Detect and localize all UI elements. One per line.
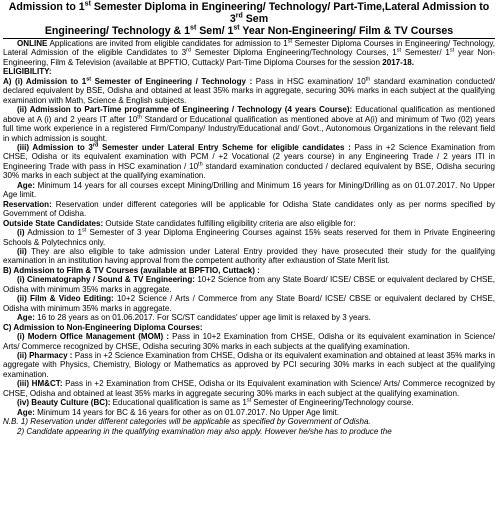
header-line-2: Engineering/ Technology & 1st Sem/ 1st Year Non-Engineering/ Film & TV Courses xyxy=(44,24,454,37)
outside-state-i: (i) Admission to 1st Semester of 3 year Diploma Engineering Courses against 15% seats reserved for them in Private Engineering Schools & Polytechnics only. xyxy=(3,227,495,247)
outside-state-paragraph: Outside State Candidates: Outside State candidates fulfilling eligibility criteria are also eligible for: xyxy=(3,218,356,228)
section-a-iii: (iii) Admission to 3rd Semester under Lateral Entry Scheme for eligible candidates : Pass in +2 Science Examination from CHSE, Odisha or its equivalent examination with PCM / +2 Vocational (2 years course) in any Engineering Trade / 2 years ITI in Engineering Trade with pass in HSC examination / 10th standard examination conducted / declared equivalent by BSE, Odisha securing 30% marks in each subject at the qualifying examination. xyxy=(3,142,495,181)
section-c-age: Age: Minimum 14 years for BC & 16 years for other as on 01.07.2017. No Upper Age limit. xyxy=(17,407,340,417)
section-c-iii: (iii) HM&CT: Pass in +2 Examination from CHSE, Odisha or its Equivalent examination with Science/ Arts/ Commerce recognized by CHSE, Odisha and obtained at least 35% marks in aggregate securing 30% marks in each subject at the qualifying examination. xyxy=(3,379,495,398)
section-a-age: Age: Minimum 14 years for all courses except Mining/Drilling and Minimum 16 years for Mining/Drilling as on 01.07.2017. No Upper Age limit. xyxy=(3,180,495,200)
section-c-heading: C) Admission to Non-Engineering Diploma Courses: xyxy=(3,322,203,332)
notice-header xyxy=(3,0,495,39)
section-b-age: Age: 16 to 28 years as on 01.06.2017. For SC/ST candidates' upper age limit is relaxed by 3 years. xyxy=(17,313,371,323)
eligibility-heading: ELIGIBILITY: xyxy=(3,67,52,77)
section-b-heading: B) Admission to Film & TV Courses (available at BPFTIO, Cuttack) : xyxy=(3,265,260,275)
notice-page xyxy=(3,0,495,436)
note-2: 2) Candidate appearing in the qualifying examination may also apply. However he/she has to produce the xyxy=(17,426,392,436)
reservation-paragraph: Reservation: Reservation under different categories will be applicable for Odisha State candidates only as per norms specified by Government of Odisha. xyxy=(3,199,495,219)
section-a-ii: (ii) Admission to Part-Time programme of Engineering / Technology (4 years Course): Educational qualification as mentioned above at A (i) and 2 years IT after 10th Standard or Educational qualification as mentioned above at A(i) and minimum of Two (02) years full time work experience in a registered Firm/Company/ Industry/Educational and/ Govt., Autonomous Organizations in the relevant field in which admission is sought. xyxy=(3,105,496,143)
outside-state-ii: (ii) They are also eligible to take admission under Lateral Entry provided they have prosecuted their study for the qualifying examination in an institution having approval from the competent authority after exhaustion of State Merit list. xyxy=(3,246,495,266)
notice-body xyxy=(3,39,495,436)
section-c-ii: (ii) Pharmacy : Pass in +2 Science Examination from CHSE, Odisha or its equivalent examination and obtained at least 35% marks in aggregate with Physics, Chemistry, Biology or Mathematics as approved by PCI securing 30% marks in each subject at the qualifying examination. xyxy=(3,350,495,379)
section-c-i: (i) Modern Office Management (MOM) : Pass in 10+2 Examination from CHSE, Odisha or its equivalent examination in Science/ Arts/ Commerce recognized by CHSE, Odisha securing 30% marks in each subjects at the qualifying examination. xyxy=(3,332,495,351)
section-b-i: (i) Cinematography / Sound & TV Engineering: 10+2 Science from any State Board/ ICSE/ CBSE or equivalent declared by CHSE, Odisha with minimum 35% marks in aggregate. xyxy=(3,275,495,294)
intro-paragraph: ONLINE Applications are invited from eligible candidates for admission to 1st Semester Diploma Courses in Engineering/ Technology, Lateral Admission of the eligible Candidates to 3rd Semester Diploma Engineering/Technology Courses, 1st Semester/ 1st year Non-Engineering, Film & Television (available at BPFTIO, Cuttack)/ Part-Time Diploma Courses for the session 2017-18. xyxy=(3,38,495,67)
section-c-iv: (iv) Beauty Culture (BC): Educational qualification is same as 1st Semester of Engineering/Technology course. xyxy=(17,397,414,408)
note-1: N.B. 1) Reservation under different categories will be applicable as specified by Government of Odisha. xyxy=(3,417,371,427)
section-a-i: A) (i) Admission to 1st Semester of Engineering / Technology : Pass in HSC examination/ 10th standard examination conducted/ declared equivalent by BSE, Odisha and obtained at least 35% marks in aggregate, securing 30% marks in each subject at the qualifying examination with Math, Science & English subjects. xyxy=(3,76,495,105)
section-b-ii: (ii) Film & Video Editing: 10+2 Science / Arts / Commerce from any State Board/ ICSE/ CBSE or equivalent declared by CHSE, Odisha with minimum 35% marks in aggregate. xyxy=(3,294,496,313)
header-line-1: Admission to 1st Semester Diploma in Engineering/ Technology/ Part-Time,Lateral Admission to 3rd Sem xyxy=(8,0,490,25)
